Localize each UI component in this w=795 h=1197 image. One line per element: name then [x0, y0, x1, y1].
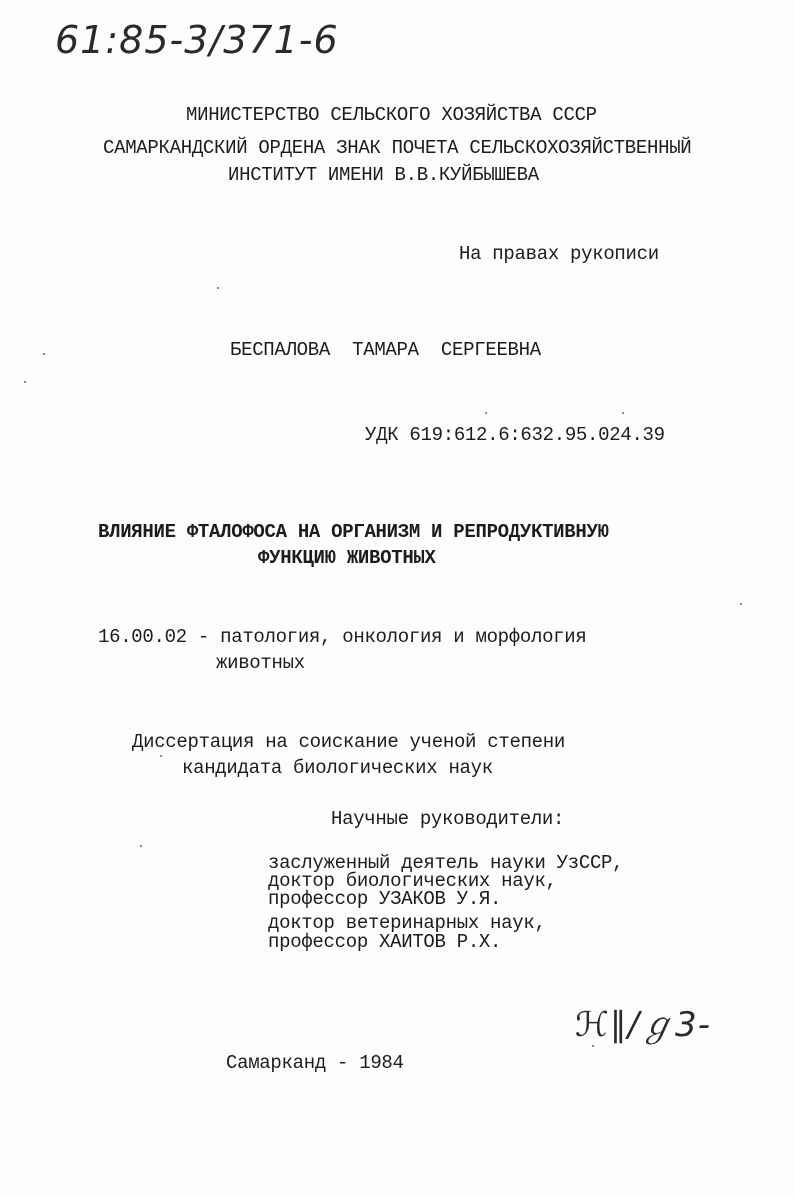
handwritten-signature: ℋ∥/ℊ3-	[575, 1005, 711, 1045]
city-year: Самарканд - 1984	[226, 1052, 404, 1074]
specialty-line-1: 16.00.02 - патология, онкология и морфология	[98, 626, 587, 648]
supervisors-heading: Научные руководители:	[331, 808, 565, 830]
paper-speck	[24, 381, 26, 383]
ministry-line: МИНИСТЕРСТВО СЕЛЬСКОГО ХОЗЯЙСТВА СССР	[186, 104, 597, 126]
udc-code: УДК 619:612.6:632.95.024.39	[365, 424, 665, 446]
title-line-2: ФУНКЦИЮ ЖИВОТНЫХ	[258, 547, 436, 569]
title-line-1: ВЛИЯНИЕ ФТАЛОФОСА НА ОРГАНИЗМ И РЕПРОДУКТИВНУЮ	[98, 521, 609, 543]
supervisor-1-line-2: доктор биологических наук,	[268, 870, 557, 892]
paper-speck	[217, 287, 219, 289]
paper-speck	[592, 1045, 594, 1047]
manuscript-note: На правах рукописи	[459, 243, 659, 265]
paper-speck	[43, 353, 45, 355]
paper-speck	[740, 603, 742, 605]
institute-line-1: САМАРКАНДСКИЙ ОРДЕНА ЗНАК ПОЧЕТА СЕЛЬСКОХОЗЯЙСТВЕННЫЙ	[103, 137, 692, 159]
specialty-line-2: животных	[216, 652, 305, 674]
paper-speck	[140, 845, 142, 847]
paper-speck	[485, 412, 487, 414]
degree-line-1: Диссертация на соискание ученой степени	[132, 731, 565, 753]
archive-number-handwritten: 61:85-3/371-6	[55, 18, 339, 62]
supervisor-1-line-1: заслуженный деятель науки УзССР,	[268, 852, 624, 874]
institute-line-2: ИНСТИТУТ ИМЕНИ В.В.КУЙБЫШЕВА	[228, 164, 539, 186]
supervisor-2-line-2: профессор ХАИТОВ Р.Х.	[268, 931, 502, 953]
supervisor-2-line-1: доктор ветеринарных наук,	[268, 912, 546, 934]
supervisor-1-line-3: профессор УЗАКОВ У.Я.	[268, 888, 502, 910]
paper-speck	[160, 755, 162, 757]
degree-line-2: кандидата биологических наук	[182, 757, 493, 779]
paper-speck	[622, 412, 624, 414]
author-name: БЕСПАЛОВА ТАМАРА СЕРГЕЕВНА	[230, 339, 541, 361]
